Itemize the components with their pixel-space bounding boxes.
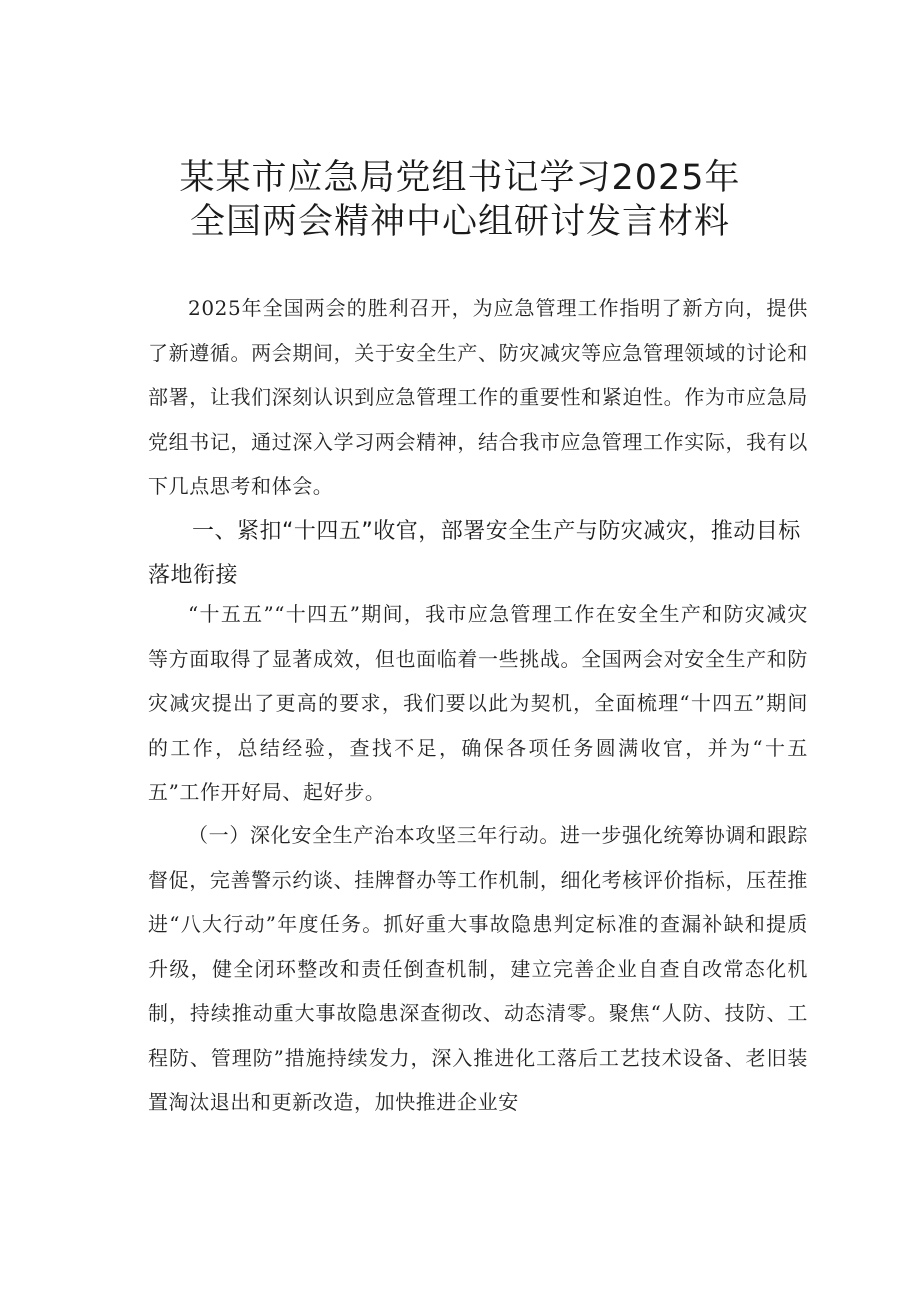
section-1-paragraph: “十五五”“十四五”期间，我市应急管理工作在安全生产和防灾减灾等方面取得了显著成效，但也面临着一些挑战。全国两会对安全生产和防灾减灾提出了更高的要求，我们要以此为契机，全面梳理“十四五”期间的工作，总结经验，查找不足，确保各项任务圆满收官，并为“十五五”工作开好局、起好步。 <box>148 602 808 804</box>
intro-paragraph: 2025年全国两会的胜利召开，为应急管理工作指明了新方向，提供了新遵循。两会期间，关于安全生产、防灾减灾等应急管理领域的讨论和部署，让我们深刻认识到应急管理工作的重要性和紧迫性。作为市应急局党组书记，通过深入学习两会精神，结合我市应急管理工作实际，我有以下几点思考和体会。 <box>148 296 808 498</box>
document-title-line-1: 某某市应急局党组书记学习2025年 <box>179 158 741 198</box>
document-title-line-2: 全国两会精神中心组研讨发言材料 <box>189 202 730 242</box>
subsection-1-paragraph: （一）深化安全生产治本攻坚三年行动。进一步强化统筹协调和跟踪督促，完善警示约谈、挂牌督办等工作机制，细化考核评价指标，压茬推进“八大行动”年度任务。抓好重大事故隐患判定标准的查漏补缺和提质升级，健全闭环整改和责任倒查机制，建立完善企业自查自改常态化机制，持续推动重大事故隐患深查彻改、动态清零。聚焦“人防、技防、工程防、管理防”措施持续发力，深入推进化工落后工艺技术设备、老旧装置淘汰退出和更新改造，加快推进企业安 <box>148 823 808 1114</box>
section-heading-1: 一、紧扣“十四五”收官，部署安全生产与防灾减灾，推动目标落地衔接 <box>148 519 801 588</box>
